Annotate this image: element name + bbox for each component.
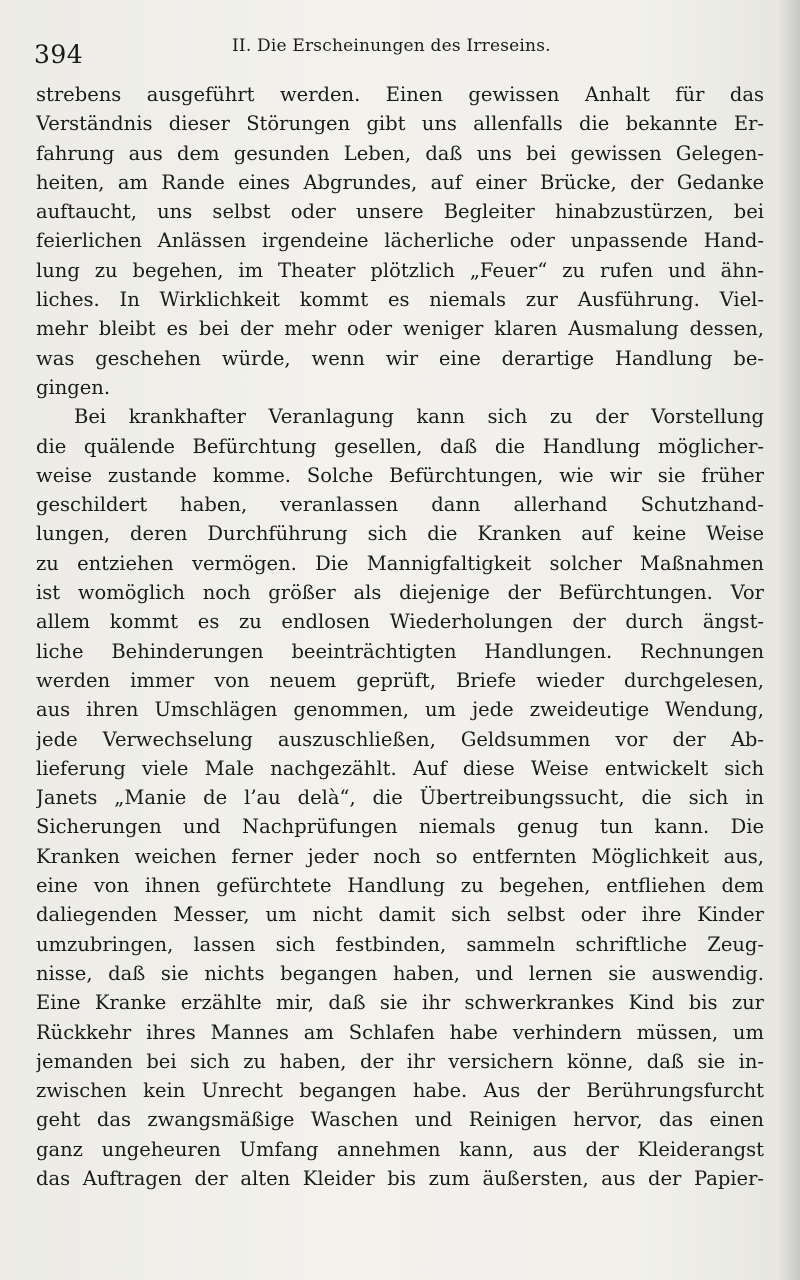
text-line: strebens ausgeführt werden. Einen gewissen Anhalt für das bbox=[36, 83, 764, 106]
text-line: lung zu begehen, im Theater plötzlich „Feuer“ zu rufen und ähn- bbox=[36, 258, 764, 282]
text-line: geht das zwangsmäßige Waschen und Reinigen hervor, das einen bbox=[36, 1108, 764, 1132]
text-line: zu entziehen vermögen. Die Mannigfaltigkeit solcher Maßnahmen bbox=[36, 551, 764, 575]
text-line: lieferung viele Male nachgezählt. Auf diese Weise entwickelt sich bbox=[36, 756, 764, 780]
text-line: daliegenden Messer, um nicht damit sich selbst oder ihre Kinder bbox=[36, 903, 764, 927]
text-line: Verständnis dieser Störungen gibt uns allenfalls die bekannte Er- bbox=[36, 112, 764, 136]
text-line: gingen. bbox=[36, 375, 111, 399]
text-line: aus ihren Umschlägen genommen, um jede zweideutige Wendung, bbox=[36, 698, 764, 722]
text-line: weise zustande komme. Solche Befürchtungen, wie wir sie früher bbox=[36, 463, 764, 487]
text-line: Eine Kranke erzählte mir, daß sie ihr schwerkrankes Kind bis zur bbox=[36, 991, 764, 1015]
text-line: Rückkehr ihres Mannes am Schlafen habe verhindern müssen, um bbox=[36, 1020, 764, 1044]
text-line: geschildert haben, veranlassen dann allerhand Schutzhand- bbox=[36, 493, 764, 517]
text-line: auftaucht, uns selbst oder unsere Begleiter hinabzustürzen, bei bbox=[36, 200, 764, 224]
text-line: die quälende Befürchtung gesellen, daß die Handlung möglicher- bbox=[36, 434, 764, 458]
page-header bbox=[34, 30, 774, 70]
text-line: werden immer von neuem geprüft, Briefe wieder durchgelesen, bbox=[36, 668, 764, 692]
text-line: ist womöglich noch größer als diejenige der Befürchtungen. Vor bbox=[36, 581, 764, 605]
text-line: eine von ihnen gefürchtete Handlung zu begehen, entfliehen dem bbox=[36, 874, 764, 898]
text-line: heiten, am Rande eines Abgrundes, auf einer Brücke, der Gedanke bbox=[36, 170, 764, 194]
text-line: was geschehen würde, wenn wir eine derartige Handlung be- bbox=[36, 346, 764, 370]
body-text bbox=[36, 80, 764, 1193]
text-line: jede Verwechselung auszuschließen, Geldsummen vor der Ab- bbox=[36, 727, 764, 751]
running-head: II. Die Erscheinungen des Irreseins. bbox=[232, 36, 551, 56]
text-line: umzubringen, lassen sich festbinden, sammeln schriftliche Zeug- bbox=[36, 932, 764, 956]
paragraph-start-line: Bei krankhafter Veranlagung kann sich zu der Vorstellung bbox=[74, 405, 764, 429]
text-line: Kranken weichen ferner jeder noch so entfernten Möglichkeit aus, bbox=[36, 844, 764, 868]
text-line: Janets „Manie de l’au delà“, die Übertreibungssucht, die sich in bbox=[36, 786, 764, 810]
text-line: das Auftragen der alten Kleider bis zum äußersten, aus der Papier- bbox=[36, 1166, 764, 1190]
text-line: feierlichen Anlässen irgendeine lächerliche oder unpassende Hand- bbox=[36, 229, 764, 253]
text-line: lungen, deren Durchführung sich die Kranken auf keine Weise bbox=[36, 522, 764, 546]
text-line: jemanden bei sich zu haben, der ihr versichern könne, daß sie in- bbox=[36, 1049, 764, 1073]
page-edge-shadow bbox=[778, 0, 800, 1280]
text-line: nisse, daß sie nichts begangen haben, und lernen sie auswendig. bbox=[36, 961, 764, 985]
text-line: ganz ungeheuren Umfang annehmen kann, aus der Kleiderangst bbox=[36, 1137, 764, 1161]
text-line: fahrung aus dem gesunden Leben, daß uns bei gewissen Gelegen- bbox=[36, 141, 764, 165]
text-line: mehr bleibt es bei der mehr oder weniger klaren Ausmalung dessen, bbox=[36, 317, 764, 341]
page-number: 394 bbox=[34, 40, 84, 69]
text-line: liche Behinderungen beeinträchtigten Handlungen. Rechnungen bbox=[36, 639, 764, 663]
text-line: zwischen kein Unrecht begangen habe. Aus der Berührungsfurcht bbox=[36, 1079, 764, 1103]
text-line: Sicherungen und Nachprüfungen niemals genug tun kann. Die bbox=[36, 815, 764, 839]
text-line: liches. In Wirklichkeit kommt es niemals zur Ausführung. Viel- bbox=[36, 288, 764, 312]
text-line: allem kommt es zu endlosen Wiederholungen der durch ängst- bbox=[36, 610, 764, 634]
